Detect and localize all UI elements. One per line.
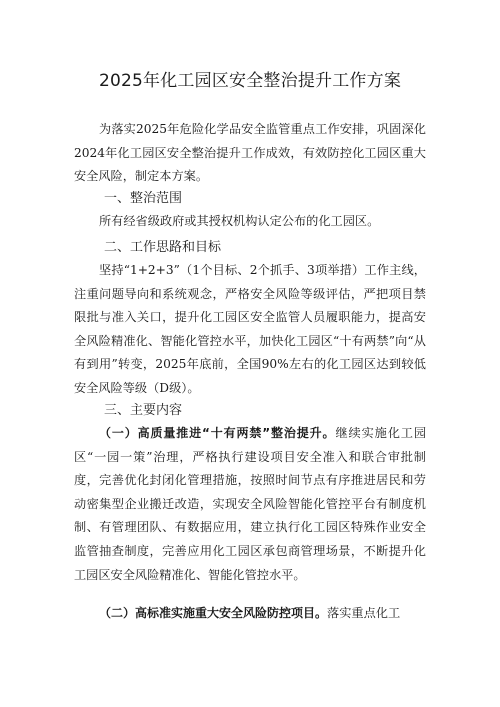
- main-item-2-lead: （二）高标准实施重大安全风险防控项目。: [99, 606, 328, 620]
- main-item-1: [74, 422, 426, 587]
- section-body-approach: 坚持“1+2+3”（1个目标、2个抓手、3项举措）工作主线，注重问题导向和系统观念，严格安全风险等级评估，严把项目禁限批与准入关口，提升化工园区安全监管人员履职能力，提高安全风险精准化、智能化管控水平，加快化工园区“十有两禁”向“从有到用”转变，2025年底前，全国90%左右的化工园区达到较低安全风险等级（D级）。: [74, 263, 426, 395]
- section-body-scope: 所有经省级政府或其授权机构认定公布的化工园区。: [99, 214, 380, 228]
- intro-paragraph: 为落实2025年危险化学品安全监管重点工作安排，巩固深化2024年化工园区安全整治提升工作成效，有效防控化工园区重大安全风险，制定本方案。: [74, 122, 426, 184]
- section-heading-main-content: 三、主要内容: [104, 403, 183, 418]
- document-title: 2025年化工园区安全整治提升工作方案: [98, 71, 402, 91]
- section-heading-scope: 一、整治范围: [104, 191, 183, 206]
- main-item-2-text: 落实重点化工: [327, 606, 401, 620]
- main-item-1-text: 继续实施化工园区“一园一策”治理，严格执行建设项目安全准入和联合审批制度，完善优化封闭化管理措施，按照时间节点有序推进居民和劳动密集型企业搬迁改造，实现安全风险智能化管控平台有制度机制、有管理团队、有数据应用，建立执行化工园区特殊作业安全监管抽查制度，完善应用化工园区承包商管理场景，不断提升化工园区安全风险精准化、智能化管控水平。: [74, 426, 427, 582]
- section-heading-approach: 二、工作思路和目标: [104, 240, 222, 255]
- main-item-1-lead: （一）高质量推进“十有两禁”整治提升。: [99, 426, 336, 440]
- main-item-2: [74, 602, 426, 626]
